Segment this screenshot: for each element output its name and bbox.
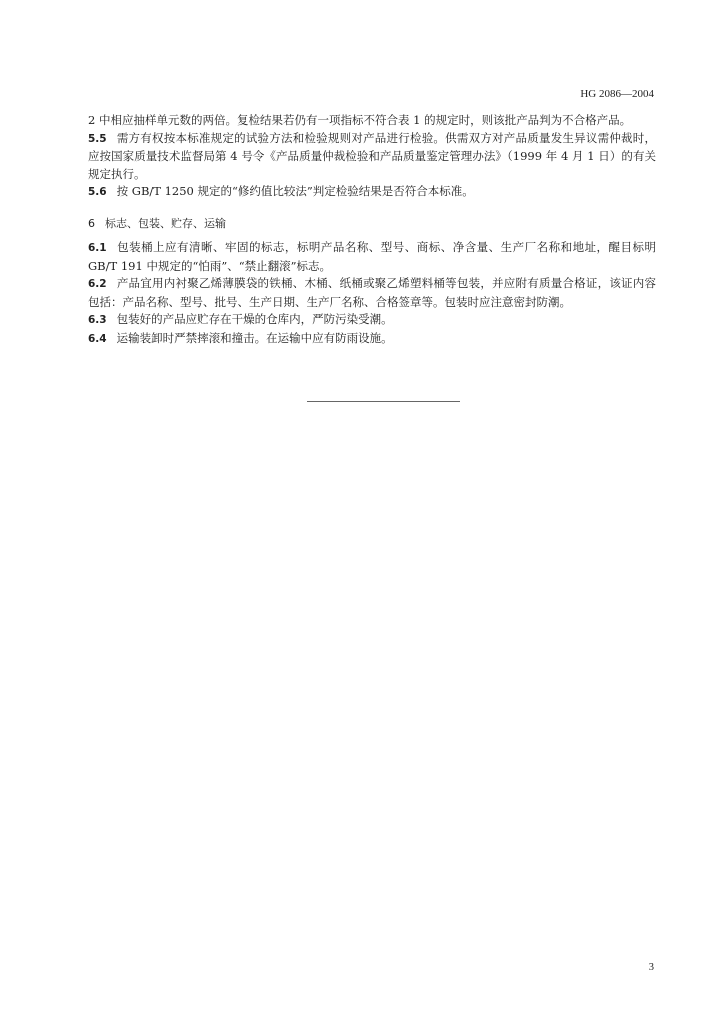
- clause-6-1: [88, 239, 656, 275]
- clause-text: 运输装卸时严禁摔滚和撞击。在运输中应有防雨设施。: [116, 330, 393, 345]
- clause-text: 需方有权按本标准规定的试验方法和检验规则对产品进行检验。供需双方对产品质量发生异议需仲裁时，应按国家质量技术监督局第 4 号令《产品质量仲裁检验和产品质量鉴定管理办法》（1999 年 4 月 1 日）的有关规定执行。: [88, 130, 656, 181]
- page-header: HG 2086—2004: [580, 88, 654, 100]
- clause-5-6: [88, 183, 656, 202]
- paragraph-continuation: [88, 112, 656, 130]
- clause-6-2: [88, 275, 656, 311]
- section-number: 6: [88, 216, 95, 230]
- clause-number: 6.2: [88, 278, 107, 290]
- section-heading: [88, 215, 656, 233]
- clause-number: 6.3: [88, 314, 107, 326]
- clause-6-3: [88, 311, 656, 330]
- section-title: 标志、包装、贮存、运输: [105, 216, 226, 230]
- end-rule: [307, 401, 460, 402]
- clause-number: 6.1: [88, 242, 107, 254]
- clause-text: 包装桶上应有清晰、牢固的标志，标明产品名称、型号、商标、净含量、生产厂名称和地址，醒目标明 GB/T 191 中规定的“怕雨”、“禁止翻滚”标志。: [88, 240, 656, 273]
- clause-number: 6.4: [88, 332, 107, 345]
- clause-text: 按 GB/T 1250 规定的“修约值比较法”判定检验结果是否符合本标准。: [116, 184, 474, 198]
- document-body: [88, 112, 656, 348]
- clause-number: 5.6: [88, 186, 107, 198]
- page-number: 3: [648, 962, 654, 973]
- clause-text: 包装好的产品应贮存在干燥的仓库内，严防污染受潮。: [116, 312, 393, 326]
- clause-6-4: [88, 330, 656, 349]
- clause-5-5: [88, 130, 656, 184]
- clause-text: 产品宜用内衬聚乙烯薄膜袋的铁桶、木桶、纸桶或聚乙烯塑料桶等包装，并应附有质量合格证，该证内容包括：产品名称、型号、批号、生产日期、生产厂名称、合格签章等。包装时应注意密封防潮。: [88, 276, 656, 309]
- paragraph-text: 2 中相应抽样单元数的两倍。复检结果若仍有一项指标不符合表 1 的规定时，则该批产品判为不合格产品。: [88, 113, 632, 127]
- clause-number: 5.5: [88, 132, 107, 145]
